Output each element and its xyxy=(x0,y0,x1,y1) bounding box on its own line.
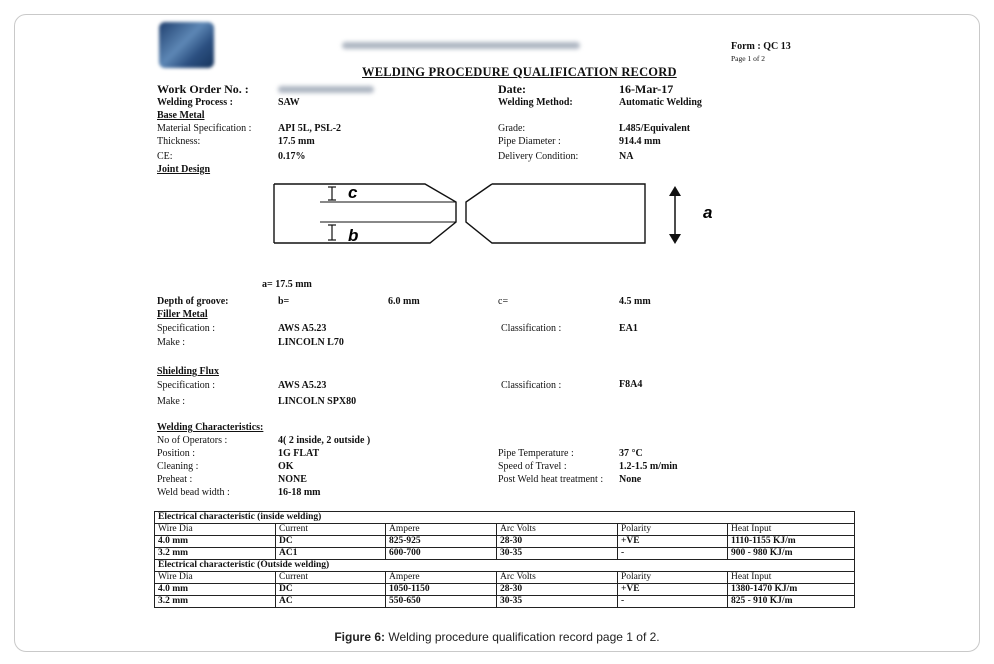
table-cell: 1050-1150 xyxy=(386,584,497,596)
b-dimension-label: b xyxy=(348,226,359,245)
date-value: 16-Mar-17 xyxy=(619,82,674,96)
table-cell: 30-35 xyxy=(497,548,618,560)
operators-value: 4( 2 inside, 2 outside ) xyxy=(278,435,371,446)
inside-column-header-row xyxy=(155,524,855,536)
table-row xyxy=(155,584,855,596)
right-plate-outline xyxy=(466,184,645,243)
b-label: b= xyxy=(278,296,290,307)
table-cell: 600-700 xyxy=(386,548,497,560)
depth-of-groove-label: Depth of groove: xyxy=(157,296,229,307)
flux-make-value: LINCOLN SPX80 xyxy=(278,396,357,407)
thickness-label: Thickness: xyxy=(157,136,201,147)
position-value: 1G FLAT xyxy=(278,448,320,459)
date-label: Date: xyxy=(498,82,526,96)
col-header: Polarity xyxy=(618,572,728,584)
joint-design-diagram xyxy=(270,178,730,250)
speed-of-travel-label: Speed of Travel : xyxy=(498,461,567,472)
table-cell: DC xyxy=(276,536,386,548)
col-header: Ampere xyxy=(386,572,497,584)
col-header: Wire Dia xyxy=(155,572,276,584)
col-header: Current xyxy=(276,572,386,584)
table-cell: +VE xyxy=(618,536,728,548)
bead-width-label: Weld bead width : xyxy=(157,487,230,498)
c-value: 4.5 mm xyxy=(619,296,651,307)
pwht-value: None xyxy=(619,474,642,485)
bead-width-value: 16-18 mm xyxy=(278,487,321,498)
filler-class-value: EA1 xyxy=(619,323,638,334)
operators-label: No of Operators : xyxy=(157,435,228,446)
table-cell: +VE xyxy=(618,584,728,596)
delivery-condition-value: NA xyxy=(619,151,634,162)
welding-process-label: Welding Process : xyxy=(157,97,233,108)
joint-design-heading: Joint Design xyxy=(157,164,211,175)
col-header: Ampere xyxy=(386,524,497,536)
table-cell: 3.2 mm xyxy=(155,596,276,608)
caption-prefix: Figure 6: xyxy=(334,630,386,644)
flux-make-label: Make : xyxy=(157,396,186,407)
flux-spec-label: Specification : xyxy=(157,380,216,391)
electrical-characteristics-table xyxy=(154,511,855,608)
page-indicator: Page 1 of 2 xyxy=(731,54,765,63)
form-number: Form : QC 13 xyxy=(731,41,791,52)
welding-characteristics-heading: Welding Characteristics: xyxy=(157,422,264,433)
filler-metal-heading: Filler Metal xyxy=(157,309,208,320)
ce-value: 0.17% xyxy=(278,151,306,162)
table-cell: 825 - 910 KJ/m xyxy=(728,596,855,608)
table-cell: - xyxy=(618,548,728,560)
inside-welding-title: Electrical characteristic (inside welding) xyxy=(155,512,855,524)
a-dimension-label: a xyxy=(703,203,713,222)
col-header: Heat Input xyxy=(728,524,855,536)
col-header: Heat Input xyxy=(728,572,855,584)
table-cell: 4.0 mm xyxy=(155,584,276,596)
table-cell: 1380-1470 KJ/m xyxy=(728,584,855,596)
cleaning-value: OK xyxy=(278,461,294,472)
grade-value: L485/Equivalent xyxy=(619,123,691,134)
table-cell: AC1 xyxy=(276,548,386,560)
c-label: c= xyxy=(498,296,509,307)
position-label: Position : xyxy=(157,448,196,459)
document-title: WELDING PROCEDURE QUALIFICATION RECORD xyxy=(362,65,677,79)
ce-label: CE: xyxy=(157,151,173,162)
pwht-label: Post Weld heat treatment : xyxy=(498,474,604,485)
material-spec-value: API 5L, PSL-2 xyxy=(278,123,342,134)
col-header: Arc Volts xyxy=(497,572,618,584)
pipe-diameter-label: Pipe Diameter : xyxy=(498,136,561,147)
table-cell: 825-925 xyxy=(386,536,497,548)
delivery-condition-label: Delivery Condition: xyxy=(498,151,579,162)
preheat-value: NONE xyxy=(278,474,307,485)
redacted-work-order xyxy=(278,86,374,93)
redacted-company-name xyxy=(342,42,580,49)
company-logo xyxy=(159,22,214,68)
pipe-temperature-label: Pipe Temperature : xyxy=(498,448,574,459)
table-cell: 550-650 xyxy=(386,596,497,608)
table-cell: 4.0 mm xyxy=(155,536,276,548)
table-cell: DC xyxy=(276,584,386,596)
col-header: Current xyxy=(276,524,386,536)
flux-class-label: Classification : xyxy=(501,380,562,391)
welding-method-value: Automatic Welding xyxy=(619,97,702,108)
outside-column-header-row xyxy=(155,572,855,584)
table-cell: 3.2 mm xyxy=(155,548,276,560)
col-header: Polarity xyxy=(618,524,728,536)
table-cell: 1110-1155 KJ/m xyxy=(728,536,855,548)
pipe-temperature-value: 37 °C xyxy=(619,448,643,459)
table-cell: 28-30 xyxy=(497,584,618,596)
work-order-label: Work Order No. : xyxy=(157,82,249,96)
filler-make-label: Make : xyxy=(157,337,186,348)
outside-welding-title: Electrical characteristic (Outside welding) xyxy=(155,560,855,572)
table-cell: AC xyxy=(276,596,386,608)
caption-text: Welding procedure qualification record page 1 of 2. xyxy=(385,630,660,644)
filler-spec-value: AWS A5.23 xyxy=(278,323,327,334)
col-header: Wire Dia xyxy=(155,524,276,536)
table-cell: 900 - 980 KJ/m xyxy=(728,548,855,560)
flux-class-value: F8A4 xyxy=(619,379,643,390)
table-row xyxy=(155,536,855,548)
cleaning-label: Cleaning : xyxy=(157,461,199,472)
material-spec-label: Material Specification : xyxy=(157,123,252,134)
pipe-diameter-value: 914.4 mm xyxy=(619,136,661,147)
thickness-value: 17.5 mm xyxy=(278,136,315,147)
flux-spec-value: AWS A5.23 xyxy=(278,380,327,391)
table-cell: - xyxy=(618,596,728,608)
table-cell: 28-30 xyxy=(497,536,618,548)
table-cell: 30-35 xyxy=(497,596,618,608)
figure-caption xyxy=(0,630,994,644)
c-dimension-label: c xyxy=(348,183,358,202)
filler-class-label: Classification : xyxy=(501,323,562,334)
base-metal-heading: Base Metal xyxy=(157,110,205,121)
table-row xyxy=(155,596,855,608)
speed-of-travel-value: 1.2-1.5 m/min xyxy=(619,461,678,472)
shielding-flux-heading: Shielding Flux xyxy=(157,366,219,377)
left-plate-outline xyxy=(274,184,456,243)
col-header: Arc Volts xyxy=(497,524,618,536)
filler-spec-label: Specification : xyxy=(157,323,216,334)
welding-process-value: SAW xyxy=(278,97,300,108)
a-value: a= 17.5 mm xyxy=(262,279,312,290)
grade-label: Grade: xyxy=(498,123,526,134)
b-value: 6.0 mm xyxy=(388,296,420,307)
preheat-label: Preheat : xyxy=(157,474,193,485)
filler-make-value: LINCOLN L70 xyxy=(278,337,344,348)
table-row xyxy=(155,548,855,560)
welding-method-label: Welding Method: xyxy=(498,97,573,108)
